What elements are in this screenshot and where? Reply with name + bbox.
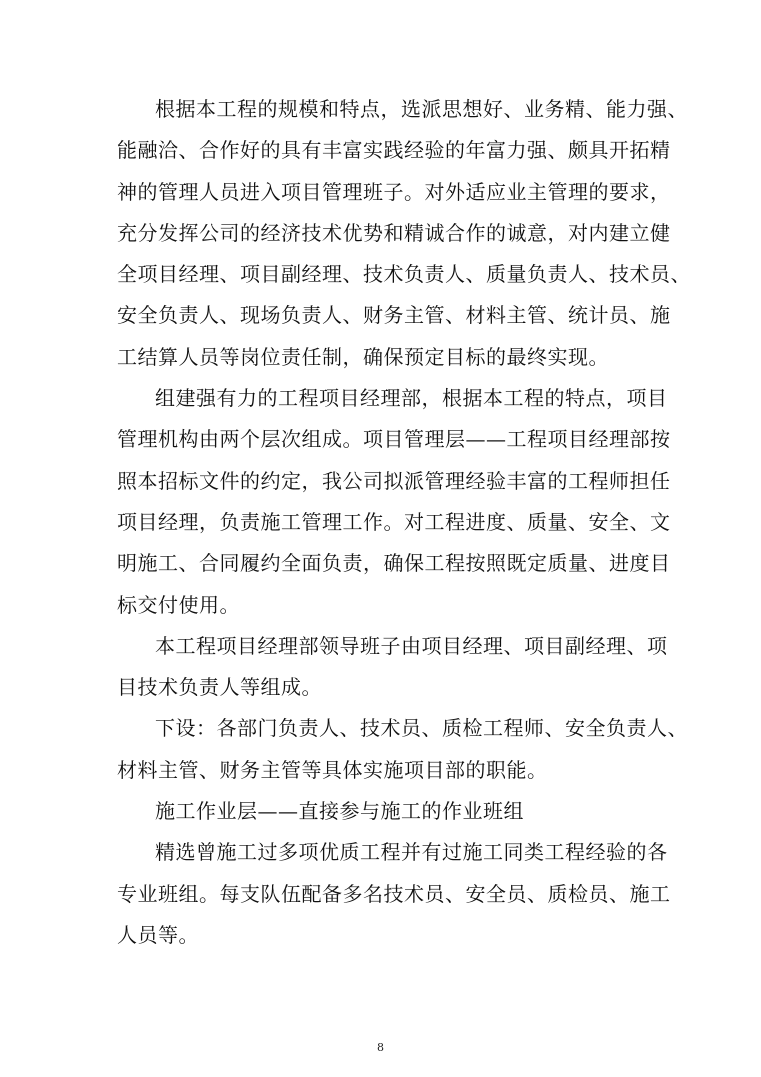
body-text bbox=[117, 89, 691, 956]
text-line: 组建强有力的工程项目经理部，根据本工程的特点，项目 bbox=[155, 386, 668, 411]
text-line: 充分发挥公司的经济技术优势和精诚合作的诚意，对内建立健 bbox=[117, 220, 671, 245]
paragraph-3 bbox=[117, 626, 668, 709]
paragraph-6 bbox=[117, 832, 671, 956]
text-line: 专业班组。每支队伍配备多名技术员、安全员、质检员、施工 bbox=[117, 881, 671, 906]
text-line: 全项目经理、项目副经理、技术负责人、质量负责人、技术员、 bbox=[117, 262, 691, 287]
paragraph-1 bbox=[117, 89, 691, 378]
paragraph-5 bbox=[117, 791, 647, 832]
text-line: 精选曾施工过多项优质工程并有过施工同类工程经验的各 bbox=[155, 840, 668, 865]
text-line: 根据本工程的规模和特点，选派思想好、业务精、能力强、 bbox=[155, 97, 688, 121]
text-line: 照本招标文件的约定，我公司拟派管理经验丰富的工程师担任 bbox=[117, 468, 671, 493]
text-line: 管理机构由两个层次组成。项目管理层——工程项目经理部按 bbox=[117, 427, 671, 452]
paragraph-4 bbox=[117, 708, 688, 791]
text-line: 下设：各部门负责人、技术员、质检工程师、安全负责人、 bbox=[155, 716, 688, 741]
page-number: 8 bbox=[377, 1041, 384, 1054]
paragraph-2 bbox=[117, 378, 671, 626]
text-line: 项目经理，负责施工管理工作。对工程进度、质量、安全、文 bbox=[117, 509, 671, 534]
text-line: 施工作业层——直接参与施工的作业班组 bbox=[155, 799, 524, 824]
text-line: 能融洽、合作好的具有丰富实践经验的年富力强、颇具开拓精 bbox=[117, 138, 671, 163]
text-line: 材料主管、财务主管等具体实施项目部的职能。 bbox=[117, 757, 548, 782]
text-line: 安全负责人、现场负责人、财务主管、材料主管、统计员、施 bbox=[117, 303, 671, 328]
text-line: 明施工、合同履约全面负责，确保工程按照既定质量、进度目 bbox=[117, 551, 671, 576]
text-line: 工结算人员等岗位责任制，确保预定目标的最终实现。 bbox=[117, 344, 609, 369]
text-line: 目技术负责人等组成。 bbox=[117, 675, 322, 700]
text-line: 标交付使用。 bbox=[117, 592, 240, 617]
text-line: 人员等。 bbox=[117, 922, 199, 947]
text-line: 本工程项目经理部领导班子由项目经理、项目副经理、项 bbox=[155, 633, 668, 658]
text-line: 神的管理人员进入项目管理班子。对外适应业主管理的要求， bbox=[117, 179, 671, 204]
